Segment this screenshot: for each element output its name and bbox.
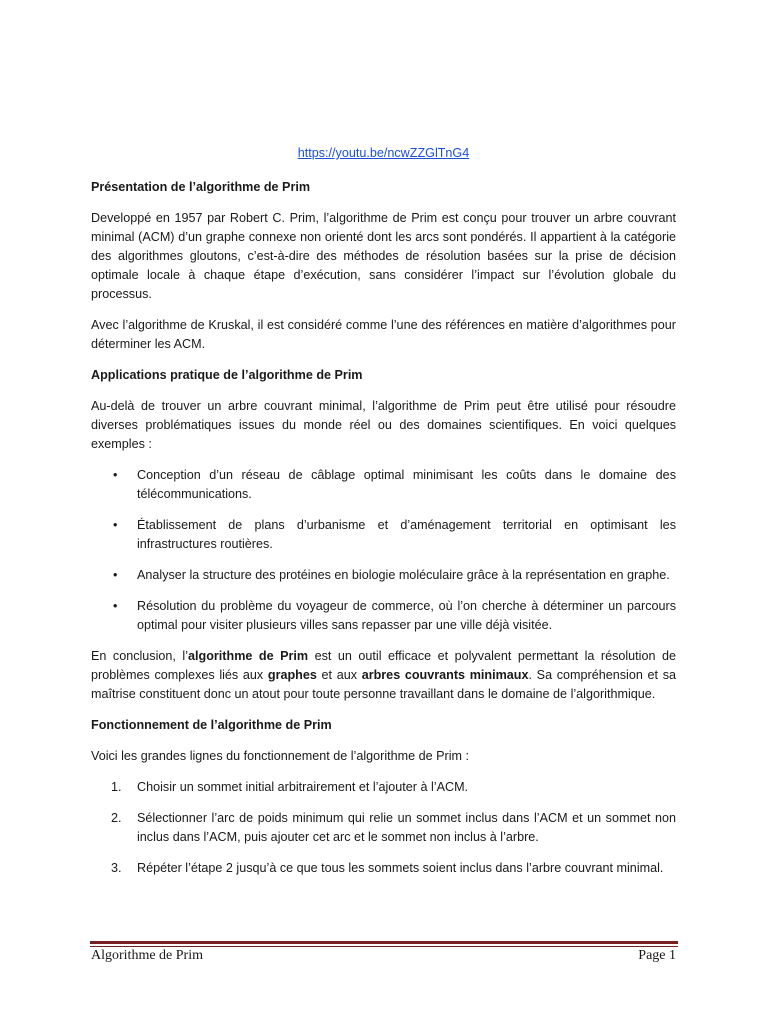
applications-list [91,466,676,635]
conclusion-text-3: et aux [316,668,362,682]
step-item [91,778,676,797]
footer-title: Algorithme de Prim [91,948,203,963]
conclusion-bold-graphes: graphes [267,668,317,682]
conclusion-text-1: En conclusion, l’ [91,649,189,663]
heading-fonctionnement: Fonctionnement de l’algorithme de Prim [91,718,332,732]
step-number: 1. [111,780,122,794]
list-item [91,516,676,554]
step-number: 3. [111,861,122,875]
list-item [91,597,676,635]
list-item [91,566,676,585]
paragraph-kruskal: Avec l’algorithme de Kruskal, il est considéré comme l’une des références en matière d’algorithmes pour déterminer les ACM. [91,318,676,351]
footer-page-number: Page 1 [638,948,676,963]
step-item [91,809,676,847]
paragraph-intro: Developpé en 1957 par Robert C. Prim, l’algorithme de Prim est conçu pour trouver un arbre couvrant minimal (ACM) d’un graphe connexe non orienté dont les arcs sont pondérés. Il appartient à la catégorie des algorithmes gloutons, c’est-à-dire des méthodes de résolution basées sur la prise de décision optimale locale à chaque étape d’exécution, sans considérer l’impact sur l’évolution globale du processus. [91,211,676,301]
conclusion-bold-arbres: arbres couvrants minimaux [361,668,529,682]
paragraph-conclusion [91,647,676,704]
bullet-icon: • [113,568,118,582]
step-text: Choisir un sommet initial arbitrairement et l’ajouter à l’ACM. [137,780,469,794]
list-item-text: Résolution du problème du voyageur de commerce, où l’on cherche à déterminer un parcours optimal pour visiter plusieurs villes sans repasser par une ville déjà visitée. [137,599,676,632]
footer-rule-thin [90,946,678,947]
conclusion-text-4: . Sa compréhension et sa maîtrise constituent donc un atout pour toute personne travaillant dans le domaine de l’algorithmique. [91,668,676,701]
list-item-text: Établissement de plans d’urbanisme et d’aménagement territorial en optimisant les infrastructures routières. [137,518,676,551]
step-text: Sélectionner l’arc de poids minimum qui relie un sommet inclus dans l’ACM et un sommet non inclus dans l’ACM, puis ajouter cet arc et le sommet non inclus à l’arbre. [137,811,676,844]
steps-list [91,778,676,878]
heading-presentation: Présentation de l’algorithme de Prim [91,180,311,194]
conclusion-bold-prim: algorithme de Prim [188,649,309,663]
page-content [91,144,676,890]
bullet-icon: • [113,599,118,613]
list-item [91,466,676,504]
list-item-text: Conception d’un réseau de câblage optimal minimisant les coûts dans le domaine des télécommunications. [137,468,676,501]
step-item [91,859,676,878]
footer-rule-thick [90,941,678,944]
conclusion-text-2: est un outil efficace et polyvalent permettant la résolution de problèmes complexes liés aux [91,649,676,682]
heading-applications: Applications pratique de l’algorithme de Prim [91,368,363,382]
paragraph-fonctionnement-intro: Voici les grandes lignes du fonctionnement de l’algorithme de Prim : [91,749,470,763]
paragraph-applications-intro: Au-delà de trouver un arbre couvrant minimal, l’algorithme de Prim peut être utilisé pour résoudre diverses problématiques issues du monde réel ou des domaines scientifiques. En voici quelques exemples : [91,399,676,451]
bullet-icon: • [113,518,118,532]
list-item-text: Analyser la structure des protéines en biologie moléculaire grâce à la représentation en graphe. [137,568,670,582]
step-text: Répéter l’étape 2 jusqu’à ce que tous les sommets soient inclus dans l’arbre couvrant minimal. [137,861,664,875]
youtube-link[interactable]: https://youtu.be/ncwZZGlTnG4 [297,146,470,160]
bullet-icon: • [113,468,118,482]
step-number: 2. [111,811,122,825]
